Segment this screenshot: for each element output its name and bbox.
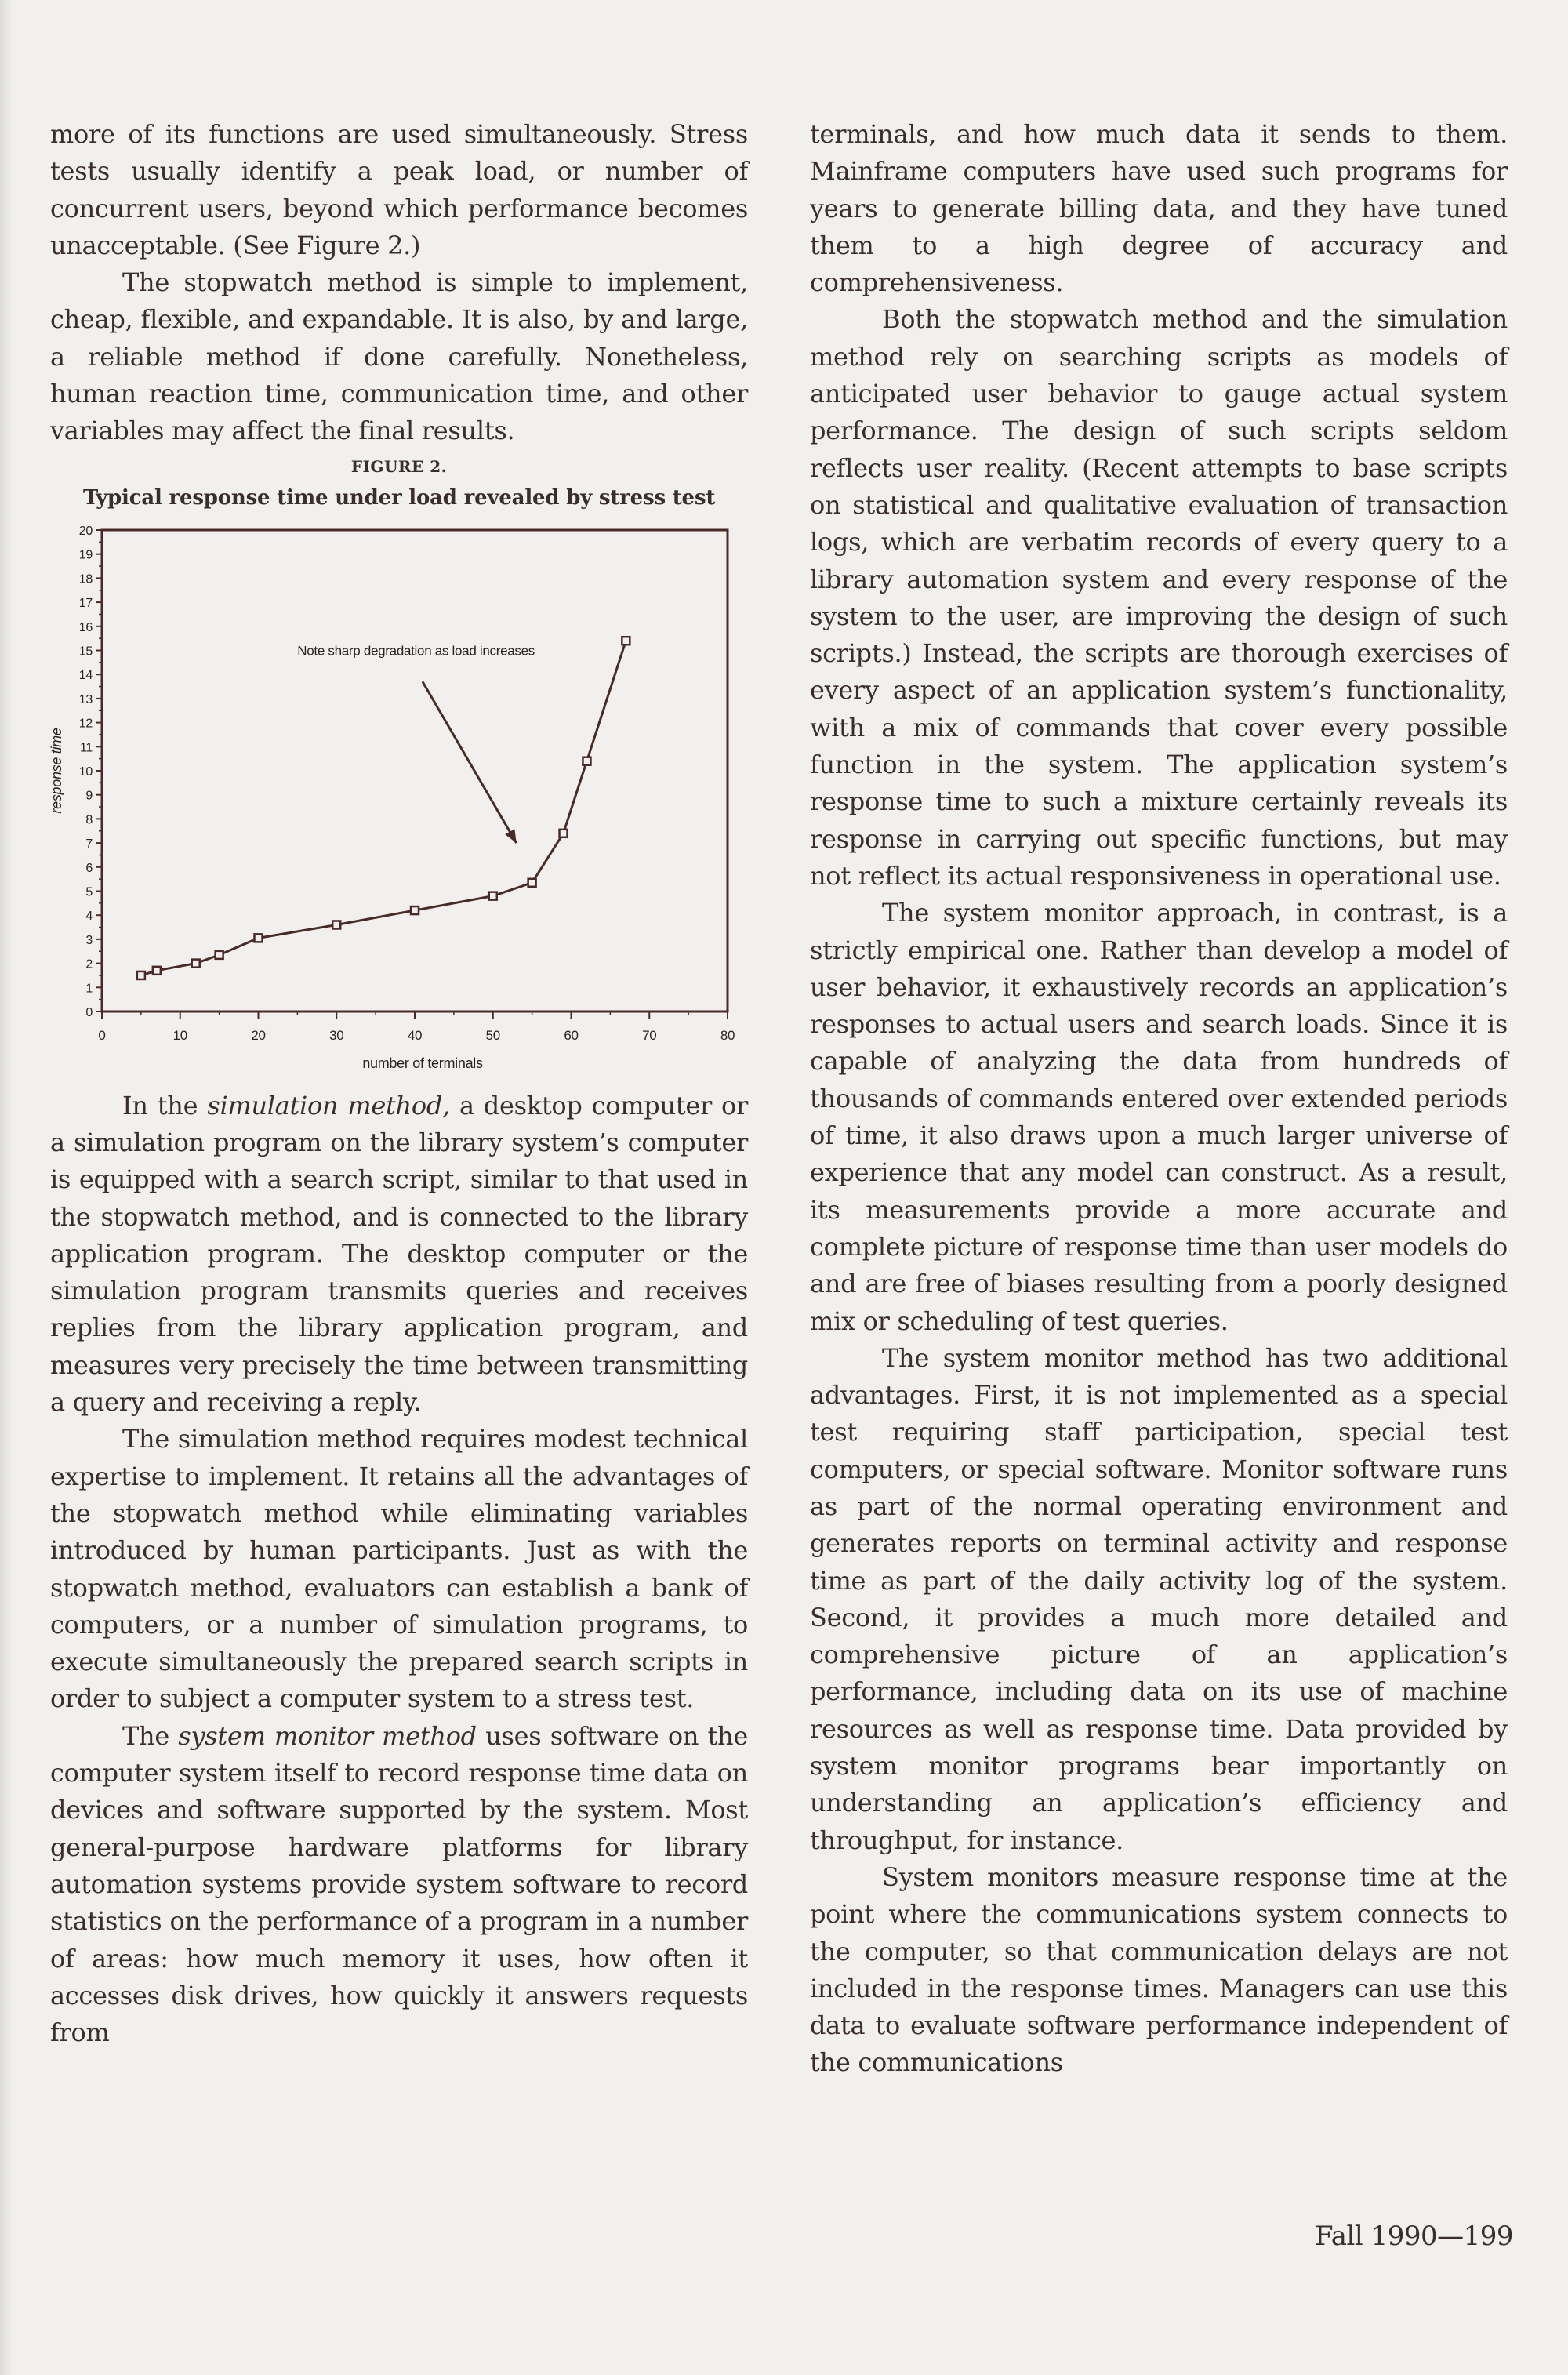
y-tick-label: 1 [85, 981, 93, 995]
y-tick-label: 15 [78, 645, 93, 659]
paragraph: Both the stopwatch method and the simulation method rely on searching scripts as models of anticipated user behavior to gauge actual system performance. The design of such scripts seldom reflects user reality. (Recent attempts to base scripts on statistical and qualitative evaluation of transaction logs, which are verbatim records of every query to a library automation system and every response of the system to the user, are improving the design of such scripts.) Instead, the scripts are thorough exercises of every aspect of an application system’s functionality, with a mix of commands that cover every possible function in the system. The application system’s response time to such a mixture certainly reveals its response in carrying out specific functions, but may not reflect its actual responsiveness in operational use. [810, 304, 1508, 891]
data-point-marker [332, 921, 340, 928]
y-tick-label: 0 [85, 1005, 93, 1019]
paragraph: In the simulation method, a desktop computer or a simulation program on the library system’s computer is equipped with a search script, similar to that used in the stopwatch method, and is connected to the library application program. The desktop computer or the simulation program transmits queries and receives replies from the library application program, and measures very precisely the time between transmitting a query and receiving a reply. [50, 1090, 748, 1418]
x-tick-label: 50 [485, 1027, 500, 1043]
x-tick-label: 60 [564, 1027, 579, 1043]
data-point-marker [153, 966, 161, 974]
y-tick-label: 14 [78, 668, 93, 682]
y-tick-label: 17 [78, 596, 93, 610]
paragraph: The simulation method requires modest technical expertise to implement. It retains all the advantages of the stopwatch method while eliminating variables introduced by human participants. Just as with the stopwatch method, evaluators can establish a bank of computers, or a number of simulation programs, to execute simultaneously the prepared search scripts in order to subject a computer system to a stress test. [50, 1424, 748, 1714]
y-tick-label: 19 [78, 548, 93, 562]
y-tick-label: 16 [78, 620, 93, 634]
y-tick-label: 5 [85, 885, 93, 899]
x-tick-label: 20 [251, 1027, 266, 1043]
data-point-marker [489, 892, 497, 899]
paragraph: terminals, and how much data it sends to them. Mainframe computers have used such programs for years to generate billing data, and they have tuned them to a high degree of accuracy and comprehensiveness. [810, 119, 1508, 298]
y-axis-label: response time [49, 728, 64, 814]
page-edge [0, 0, 13, 2375]
x-tick-label: 80 [720, 1027, 735, 1043]
x-tick-label: 30 [329, 1027, 344, 1043]
data-point-marker [583, 757, 590, 764]
paragraph: The stopwatch method is simple to implement, cheap, flexible, and expandable. It is also, by and large, a reliable method if done carefully. Nonetheless, human reaction time, communication time, and other variables may affect the final results. [50, 267, 748, 446]
data-point-marker [622, 637, 630, 645]
paragraph: The system monitor approach, in contrast, is a strictly empirical one. Rather than develop a model of user behavior, it exhaustively records an application’s responses to actual users and search loads. Since it is capable of analyzing the data from hundreds of thousands of commands entered over extended periods of time, it also draws upon a much larger universe of experience that any model can construct. As a result, its measurements provide a more accurate and complete picture of response time than user models do and are free of biases resulting from a poorly designed mix or scheduling of test queries. [810, 898, 1508, 1336]
paragraph: more of its functions are used simultaneously. Stress tests usually identify a peak load, or number of concurrent users, beyond which performance becomes unacceptable. (See Figure 2.) [50, 119, 748, 260]
y-tick-label: 12 [78, 717, 93, 731]
data-point-marker [528, 878, 536, 886]
y-tick-label: 4 [85, 909, 93, 923]
paragraph: The system monitor method has two additional advantages. First, it is not implemented as a special test requiring staff participation, special test computers, or special software. Monitor software runs as part of the normal operating environment and generates reports on terminal activity and response time as part of the daily activity log of the system. Second, it provides a much more detailed and comprehensive picture of an application’s performance, including data on its use of machine resources as well as response time. Data provided by system monitor programs bear importantly on understanding an application’s efficiency and throughput, for instance. [810, 1342, 1508, 1855]
series-line [141, 641, 626, 975]
figure-2 [49, 453, 748, 1071]
y-tick-label: 10 [78, 764, 93, 779]
left-column [50, 116, 748, 2051]
response-time-chart [49, 453, 748, 1071]
x-tick-label: 10 [172, 1027, 187, 1043]
y-tick-label: 2 [85, 957, 93, 971]
y-tick-label: 6 [85, 861, 93, 875]
y-tick-label: 18 [78, 572, 93, 586]
y-tick-label: 20 [78, 524, 93, 538]
paragraph: System monitors measure response time at the point where the communications system connects to the computer, so that communication delays are not included in the response times. Managers can use this data to evaluate software performance independent of the communications [810, 1861, 1508, 2078]
x-tick-label: 70 [642, 1027, 657, 1043]
page-footer: Fall 1990—199 [1314, 2221, 1513, 2252]
figure-label: FIGURE 2. [350, 456, 448, 476]
y-tick-label: 8 [85, 813, 93, 827]
annotation-text: Note sharp degradation as load increases [297, 643, 535, 659]
data-point-marker [216, 951, 223, 959]
data-point-marker [137, 971, 145, 979]
x-tick-label: 40 [407, 1027, 423, 1043]
data-point-marker [255, 934, 263, 942]
y-tick-label: 7 [85, 837, 93, 851]
term-system-monitor-method: system monitor method [178, 1720, 477, 1751]
data-point-marker [411, 906, 419, 914]
data-point-marker [560, 829, 568, 837]
right-column [810, 116, 1508, 2082]
term-simulation-method: simulation method, [207, 1090, 450, 1120]
x-tick-label: 0 [98, 1027, 106, 1043]
plot-frame [102, 530, 728, 1011]
paragraph: The system monitor method uses software on the computer system itself to record response time data on devices and software supported by the system. Most general-purpose hardware platforms for library automation systems provide system software to record statistics on the performance of a program in a number of areas: how much memory it uses, how often it accesses disk drives, how quickly it answers requests from [50, 1720, 749, 2048]
annotation-arrow [423, 681, 517, 843]
y-tick-label: 3 [85, 933, 93, 947]
figure-title: Typical response time under load revealed by stress test [82, 485, 716, 510]
y-tick-label: 13 [78, 692, 93, 706]
data-point-marker [192, 959, 200, 967]
y-tick-label: 9 [85, 789, 93, 803]
x-axis-label: number of terminals [362, 1055, 483, 1071]
y-tick-label: 11 [79, 740, 93, 754]
